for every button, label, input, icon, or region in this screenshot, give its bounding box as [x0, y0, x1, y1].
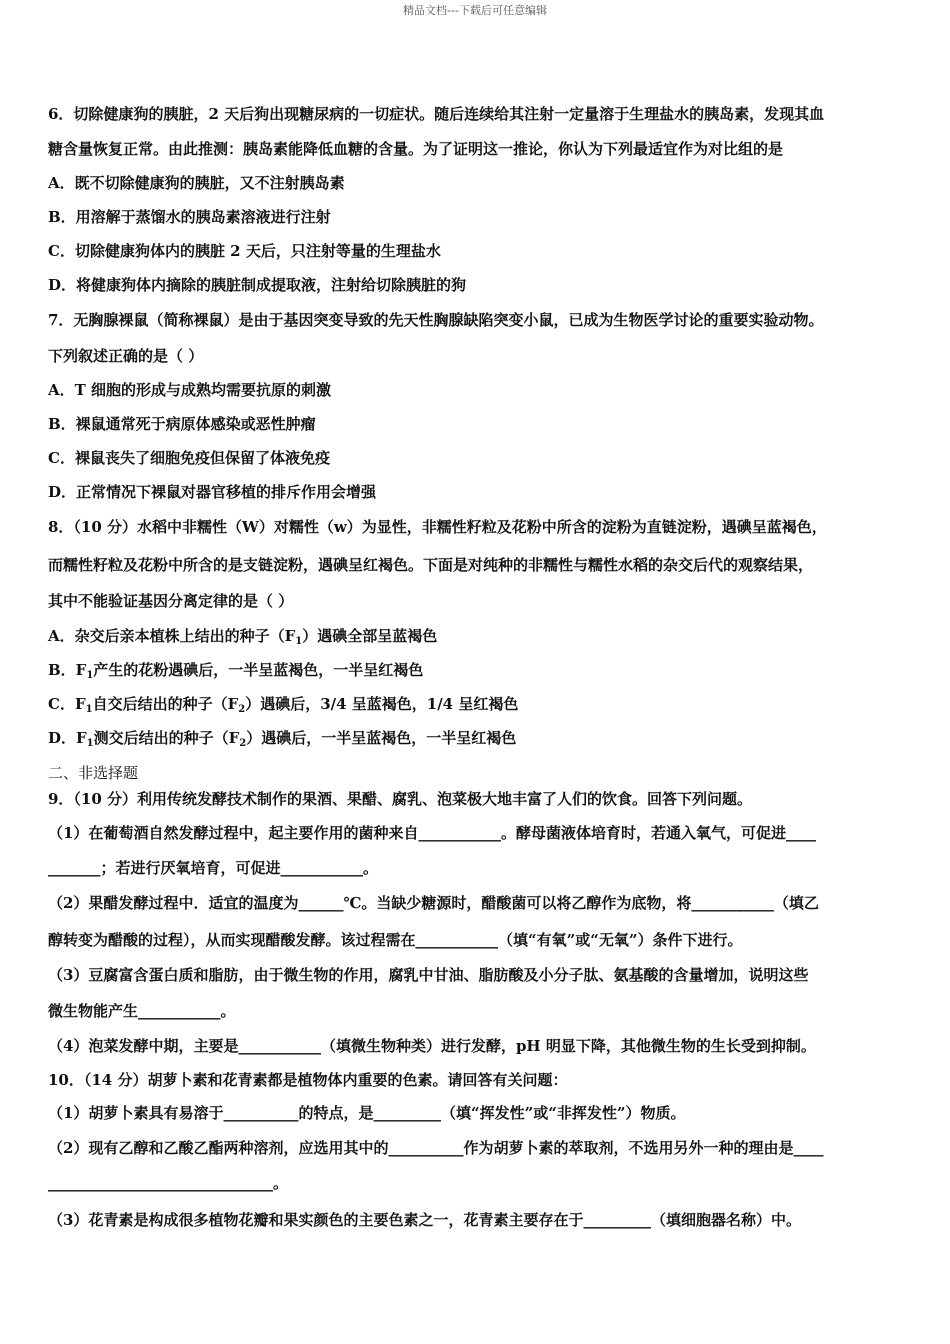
q10-part3: （3）花青素是构成很多植物花瓣和果实颜色的主要色素之一，花青素主要存在于_________（填细胞器名称）中。	[48, 1211, 801, 1229]
section-heading: 二、非选择题	[48, 764, 139, 782]
q8-stem-line1: 8．（10 分）水稻中非糯性（W）对糯性（w）为显性，非糯性籽粒及花粉中所含的淀粉为直链淀粉，遇碘呈蓝褐色，	[48, 518, 827, 536]
q6-option-d: D．将健康狗体内摘除的胰脏制成提取液，注射给切除胰脏的狗	[48, 276, 467, 294]
q10-part1: （1）胡萝卜素具有易溶于__________的特点，是_________（填“挥发性”或“非挥发性”）物质。	[48, 1104, 686, 1122]
q6-stem-line1: 6．切除健康狗的胰脏，2 天后狗出现糖尿病的一切症状。随后连续给其注射一定量溶于生理盐水的胰岛素，发现其血	[48, 105, 825, 123]
q8-option-d: D．$F_1$测交后结出的种子$(F_2)$遇碘后，一半呈蓝褐色，一半呈红褐色	[48, 729, 517, 749]
q6-option-c: C．切除健康狗体内的胰脏 2 天后，只注射等量的生理盐水	[48, 242, 441, 260]
q9-part2-line2: 醇转变为醋酸的过程），从而实现醋酸发酵。该过程需在___________（填“有氧”或“无氧”）条件下进行。	[48, 931, 743, 949]
q8-stem-line3: 其中不能验证基因分离定律的是（ ）	[48, 592, 294, 610]
q9-part3-line1: （3）豆腐富含蛋白质和脂肪，由于微生物的作用，腐乳中甘油、脂肪酸及小分子肽、氨基酸的含量增加，说明这些	[48, 966, 809, 984]
q9-stem: 9．（10 分）利用传统发酵技术制作的果酒、果醋、腐乳、泡菜极大地丰富了人们的饮食。回答下列问题。	[48, 790, 753, 808]
q6-stem-line2: 糖含量恢复正常。由此推测：胰岛素能降低血糖的含量。为了证明这一推论，你认为下列最适宜作为对比组的是	[48, 140, 784, 158]
q10-stem: 10．（14 分）胡萝卜素和花青素都是植物体内重要的色素。请回答有关问题：	[48, 1071, 568, 1089]
q9-part1-line1: （1）在葡萄酒自然发酵过程中，起主要作用的菌种来自___________。酵母菌液体培育时，若通入氧气，可促进____	[48, 824, 816, 842]
page-header: 精品文档---下载后可任意编辑	[403, 4, 547, 17]
q9-part4: （4）泡菜发酵中期，主要是___________（填微生物种类）进行发酵，pH 明显下降，其他微生物的生长受到抑制。	[48, 1037, 816, 1055]
q9-part1-line2: _______；若进行厌氧培育，可促进___________。	[48, 859, 379, 877]
q7-option-b: B．裸鼠通常死于病原体感染或恶性肿瘤	[48, 415, 316, 433]
q10-part2-line1: （2）现有乙醇和乙酸乙酯两种溶剂，应选用其中的__________作为胡萝卜素的萃取剂，不选用另外一种的理由是____	[48, 1139, 824, 1157]
q8-option-c: C．$F_1$自交后结出的种子$(F_2)$遇碘后，3/4 呈蓝褐色，1/4 呈红褐色	[48, 695, 519, 715]
q7-stem-line1: 7．无胸腺裸鼠（简称裸鼠）是由于基因突变导致的先天性胸腺缺陷突变小鼠，已成为生物医学讨论的重要实验动物。	[48, 311, 824, 329]
q8-option-a: A．杂交后亲本植株上结出的种子$(F_1)$遇碘全部呈蓝褐色	[48, 627, 438, 647]
q7-option-c: C．裸鼠丧失了细胞免疫但保留了体液免疫	[48, 449, 330, 467]
q10-part2-line2: ______________________________。	[48, 1174, 289, 1192]
q6-option-a: A．既不切除健康狗的胰脏，又不注射胰岛素	[48, 174, 345, 192]
q7-stem-line2: 下列叙述正确的是（ ）	[48, 347, 204, 365]
q9-part3-line2: 微生物能产生___________。	[48, 1002, 236, 1020]
q6-option-b: B．用溶解于蒸馏水的胰岛素溶液进行注射	[48, 208, 331, 226]
q8-option-b: B．$F_1$产生的花粉遇碘后，一半呈蓝褐色，一半呈红褐色	[48, 661, 424, 681]
q7-option-a: A．T 细胞的形成与成熟均需要抗原的刺激	[48, 381, 332, 399]
q8-stem-line2: 而糯性籽粒及花粉中所含的是支链淀粉，遇碘呈红褐色。下面是对纯种的非糯性与糯性水稻的杂交后代的观察结果，	[48, 556, 814, 574]
q9-part2-line1: （2）果醋发酵过程中．适宜的温度为______℃。当缺少糖源时，醋酸菌可以将乙醇作为底物，将___________（填乙	[48, 894, 819, 912]
q7-option-d: D．正常情况下裸鼠对器官移植的排斥作用会增强	[48, 483, 377, 501]
